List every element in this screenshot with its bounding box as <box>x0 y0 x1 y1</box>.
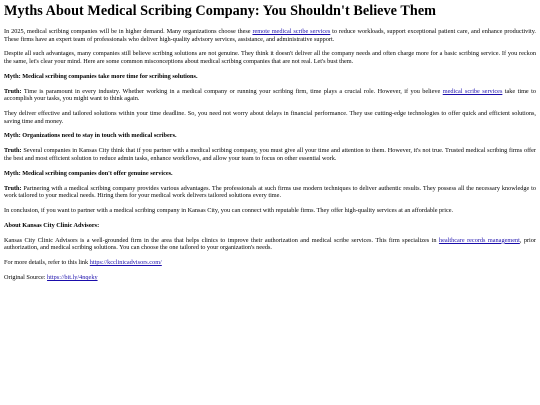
myth-2-truth <box>4 147 536 162</box>
myth-2-truth-text: Several companies in Kansas City think that if you partner with a medical scribing company, you must give all your time and attention to them. However, it's not true. Trusted medical scribing firms offer the best and most efficient solution to reduce admin tasks, enhance workflows, and allow your team to focus on other essential work. <box>4 147 536 162</box>
about-text-b: , prior authorization, and medical scribing solutions. You can choose the one tailored to your organization's needs. <box>4 236 536 252</box>
page-title: Myths About Medical Scribing Company: You Shouldn't Believe Them <box>4 3 437 19</box>
source-label: Original Source: <box>4 274 48 282</box>
healthcare-records-management-link[interactable]: healthcare records management <box>438 236 520 244</box>
myth-1-truth-text-a: Time is paramount in every industry. Whether working in a medical company or running your scribing firm, time plays a crucial role. However, if you believe <box>21 87 443 95</box>
about-paragraph <box>4 237 536 252</box>
intro-paragraph-2: Despite all such advantages, many companies still believe scribing solutions are not genuine. They think it doesn't deliver all the company needs and often charge more for a basic scribing service. If you reckon the same, let's clear your mind. Here are some common misconceptions about medical scribing companies that are not real. Let's bust them. <box>4 50 536 65</box>
intro-paragraph-1 <box>4 28 536 43</box>
intro-text-b: to reduce workloads, support exceptional patient care, and enhance productivity. These firms have an expert team of professionals who deliver high-quality advisory services, assistance, and administrative support. <box>4 28 536 43</box>
original-source-link[interactable]: https://bit.ly/4nqeky <box>47 274 98 282</box>
myth-1-truth <box>4 88 536 103</box>
myth-1-heading: Myth: Medical scribing companies take more time for scribing solutions. <box>4 72 198 80</box>
myth-1-truth-text-b: take time to accomplish your tasks, you might want to think again. <box>4 87 536 103</box>
myth-3-truth-text: Partnering with a medical scribing company provides various advantages. The professionals at such firms use modern techniques to deliver authentic results. They possess all the necessary knowledge to work tailored to your medical needs. Hiring them for your medical work delivers tailored solutions every time. <box>4 184 536 200</box>
myth-3-heading: Myth: Medical scribing companies don't offer genuine services. <box>4 169 173 177</box>
about-heading: About Kansas City Clinic Advisors: <box>4 221 100 229</box>
medical-scribe-services-link[interactable]: medical scribe services <box>442 87 503 95</box>
details-paragraph <box>4 259 536 267</box>
myth-3-truth <box>4 185 536 200</box>
kcclinicadvisors-link[interactable]: https://kcclinicadvisors.com/ <box>89 259 162 267</box>
truth-label: Truth: <box>4 147 22 155</box>
remote-medical-scribe-services-link[interactable]: remote medical scribe services <box>252 28 331 35</box>
conclusion-paragraph: In conclusion, if you want to partner with a medical scribing company in Kansas City, you can connect with reputable firms. They offer high-quality services at an affordable price. <box>4 207 454 215</box>
intro-text-a: In 2025, medical scribing companies will be in higher demand. Many organizations choose these <box>4 28 253 35</box>
truth-label: Truth: <box>4 87 22 95</box>
about-text-a: Kansas City Clinic Advisors is a well-grounded firm in the area that helps clinics to improve their authorization and medical scribe services. This firm specializes in <box>4 236 439 244</box>
truth-label: Truth: <box>4 184 22 192</box>
myth-1-extra: They deliver effective and tailored solutions within your time deadline. So, you need not worry about delays in financial performance. They use cutting-edge technologies to offer quick and efficient solutions, saving time and money. <box>4 110 536 125</box>
source-paragraph <box>4 274 536 282</box>
details-text: For more details, refer to this link <box>4 259 90 267</box>
myth-2-heading: Myth: Organizations need to stay in touch with medical scribers. <box>4 132 177 140</box>
